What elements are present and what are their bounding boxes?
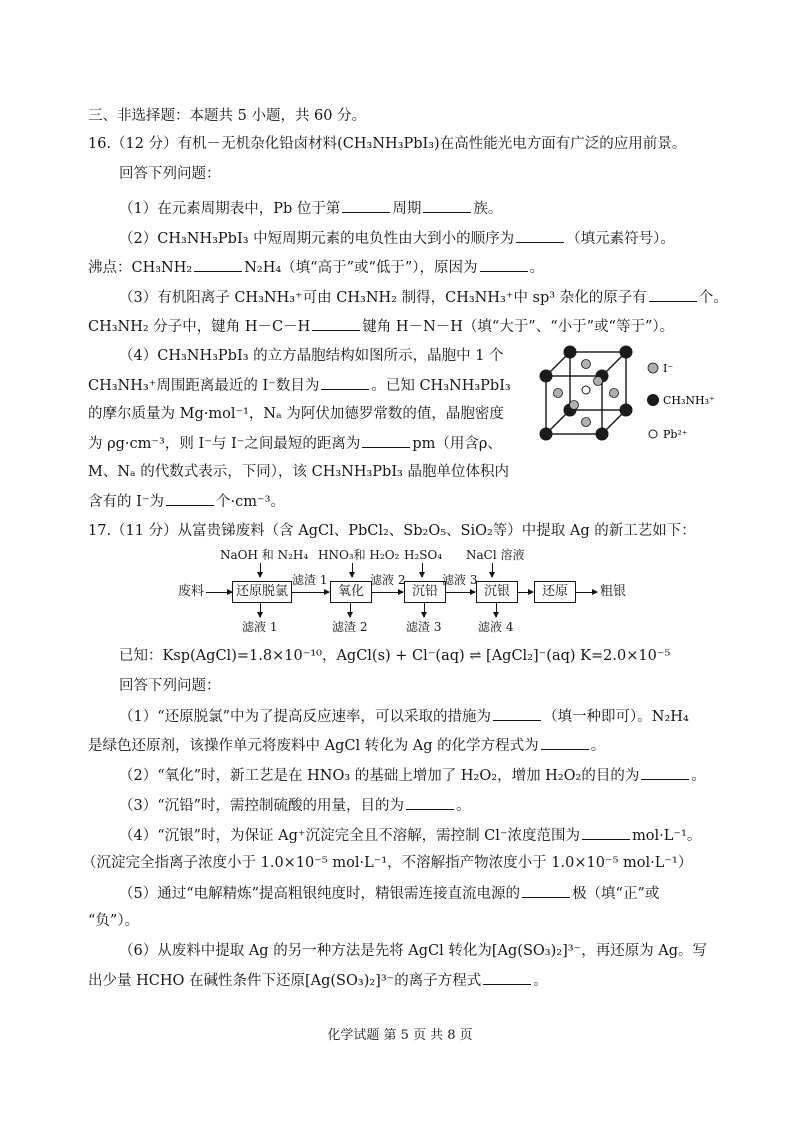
q17-p1a-text: （1）“还原脱氯”中为了提高反应速率，可以采取的措施为 xyxy=(119,709,492,725)
legend-methylammonium-label: CH₃NH₃⁺ xyxy=(663,394,715,407)
q17-part5-line2: “负”）。 xyxy=(88,913,140,929)
q16-p4-line1: （4）CH₃NH₃PbI₃ 的立方晶胞结构如图所示，晶胞中 1 个 xyxy=(119,348,504,364)
iodide-atom xyxy=(554,389,563,398)
q16-part2-line2 xyxy=(88,257,544,278)
flow-arrow xyxy=(445,592,475,593)
transfer-label: 滤渣 1 xyxy=(292,573,328,587)
q17-part1-line2 xyxy=(88,735,605,756)
q17-p2-end: 。 xyxy=(691,768,706,784)
answer-blank[interactable] xyxy=(522,883,570,898)
answer-blank[interactable] xyxy=(483,970,531,985)
q16-p4-line5: M、Nₐ 的代数式表示，下同），该 CH₃NH₃PbI₃ 晶胞单位体积内 xyxy=(88,464,509,480)
answer-blank[interactable] xyxy=(423,198,471,213)
iodide-atom xyxy=(610,389,619,398)
output-arrow xyxy=(496,603,497,617)
q16-part2-line1 xyxy=(119,228,675,249)
reagent-label: NaCl 溶液 xyxy=(466,548,525,562)
q16-p4-line3: 的摩尔质量为 Mg·mol⁻¹，Nₐ 为阿伏加德罗常数的值，晶胞密度 xyxy=(88,406,504,422)
q17-part4-note: （沉淀完全指离子浓度小于 1.0×10⁻⁵ mol·L⁻¹，不溶解指产物浓度小于 1.0×10⁻⁵ mol·L⁻¹） xyxy=(82,855,693,871)
q16-part1 xyxy=(119,198,502,219)
q17-part3 xyxy=(119,795,471,816)
q17-p3-text: （3）“沉铅”时，需控制硫酸的用量，目的为 xyxy=(119,798,405,814)
flow-arrow xyxy=(291,592,329,593)
q17-part1-line1 xyxy=(119,706,689,727)
output-label: 滤渣 3 xyxy=(406,620,442,634)
transfer-label: 滤液 3 xyxy=(442,573,478,587)
reagent-arrow xyxy=(352,563,353,577)
q17-p4a-end: mol·L⁻¹。 xyxy=(632,828,702,844)
q16-p4l6-text: 含有的 I⁻为 xyxy=(88,494,164,510)
q17-p3-end: 。 xyxy=(456,798,471,814)
answer-blank[interactable] xyxy=(641,765,689,780)
q17-p2-text: （2）“氧化”时，新工艺是在 HNO₃ 的基础上增加了 H₂O₂，增加 H₂O₂的目的为 xyxy=(119,768,640,784)
step-box-silver-precipitation: 沉银 xyxy=(476,581,518,603)
answer-blank[interactable] xyxy=(582,825,630,840)
q16-p2a-text: （2）CH₃NH₃PbI₃ 中短周期元素的电负性由大到小的顺序为 xyxy=(119,231,515,247)
q16-answer-prompt: 回答下列问题： xyxy=(119,166,221,182)
output-arrow xyxy=(350,603,351,617)
flow-arrow xyxy=(517,592,533,593)
section-header: 三、非选择题：本题共 5 小题，共 60 分。 xyxy=(88,108,367,124)
q16-part3-line2 xyxy=(88,316,674,337)
flow-product-label: 粗银 xyxy=(600,584,627,599)
output-label: 滤液 1 xyxy=(242,620,278,634)
q17-p1b-end: 。 xyxy=(590,738,606,754)
answer-blank[interactable] xyxy=(342,198,390,213)
answer-blank[interactable] xyxy=(493,706,541,721)
q17-p1b-text: 是绿色还原剂，该操作单元将废料中 AgCl 转化为 Ag 的化学方程式为 xyxy=(88,738,539,754)
answer-blank[interactable] xyxy=(166,491,214,506)
flow-arrow xyxy=(206,592,232,593)
legend-iodide-label: I⁻ xyxy=(663,362,674,375)
answer-blank[interactable] xyxy=(406,795,454,810)
methylammonium-atom xyxy=(620,404,633,417)
reagent-label: H₂SO₄ xyxy=(404,548,443,562)
q16-p4-line4 xyxy=(88,433,502,454)
answer-blank[interactable] xyxy=(516,228,564,243)
q17-part6-line2 xyxy=(88,970,548,991)
q16-p4l4-text: 为 ρg·cm⁻³，则 I⁻与 I⁻之间最短的距离为 xyxy=(88,436,361,452)
q16-p3a-text: （3）有机阳离子 CH₃NH₃⁺可由 CH₃NH₂ 制得，CH₃NH₃⁺中 sp³ 杂化的原子有 xyxy=(119,290,647,306)
methylammonium-atom xyxy=(564,346,577,359)
q17-intro: 17.（11 分）从富贵锑废料（含 AgCl、PbCl₂、Sb₂O₅、SiO₂等）中提取 Ag 的新工艺如下： xyxy=(88,523,696,539)
methylammonium-atom xyxy=(540,428,553,441)
q17-part6-line1: （6）从废料中提取 Ag 的另一种方法是先将 AgCl 转化为[Ag(SO₃)₂]³⁻，再还原为 Ag。写 xyxy=(119,943,708,959)
legend-lead-swatch xyxy=(649,430,657,438)
step-box-lead-precipitation: 沉铅 xyxy=(404,581,446,603)
output-arrow xyxy=(424,603,425,617)
q16-p2a-suffix: （填元素符号）。 xyxy=(566,231,675,247)
q17-part2 xyxy=(119,765,706,786)
reagent-label: HNO₃和 H₂O₂ xyxy=(318,548,400,562)
transfer-label: 滤液 2 xyxy=(370,573,406,587)
q16-p3a-end: 个。 xyxy=(698,290,728,306)
answer-blank[interactable] xyxy=(321,375,369,390)
q16-p3b-end: 键角 H－N－H（填“大于”、“小于”或“等于”）。 xyxy=(362,319,675,335)
flow-start-label: 废料 xyxy=(178,584,205,599)
crystal-cell-figure xyxy=(520,342,720,462)
q16-p4l4-end: pm（用含ρ、 xyxy=(412,436,502,452)
answer-blank[interactable] xyxy=(362,433,410,448)
q17-answer-prompt: 回答下列问题： xyxy=(119,678,221,694)
answer-blank[interactable] xyxy=(480,257,528,272)
q16-part3-line1 xyxy=(119,287,728,308)
legend-lead-label: Pb²⁺ xyxy=(663,428,688,441)
q17-p4a-text: （4）“沉银”时，为保证 Ag⁺沉淀完全且不溶解，需控制 Cl⁻浓度范围为 xyxy=(119,828,581,844)
output-label: 滤渣 2 xyxy=(332,620,368,634)
q17-p6b-end: 。 xyxy=(533,973,548,989)
answer-blank[interactable] xyxy=(541,735,589,750)
answer-blank[interactable] xyxy=(194,257,242,272)
answer-blank[interactable] xyxy=(649,287,697,302)
q16-p4-line2 xyxy=(88,375,511,396)
q17-p5a-end: 极（填“正”或 xyxy=(572,886,660,902)
q16-p4l6-end: 个·cm⁻³。 xyxy=(216,494,285,510)
methylammonium-atom xyxy=(620,346,633,359)
q16-p3b-text: CH₃NH₂ 分子中，键角 H－C－H xyxy=(88,319,311,335)
flow-arrow xyxy=(575,592,597,593)
output-label: 滤液 4 xyxy=(478,620,514,634)
step-box-dechlorination: 还原脱氯 xyxy=(232,581,292,603)
iodide-atom xyxy=(594,377,603,386)
q17-p1a-end: （填一种即可）。N₂H₄ xyxy=(543,709,689,725)
iodide-atom xyxy=(570,401,579,410)
process-flow-diagram xyxy=(172,548,642,638)
q16-p1-text-b: 周期 xyxy=(392,201,422,217)
q16-intro: 16.（12 分）有机－无机杂化铅卤材料(CH₃NH₃PbI₃)在高性能光电方面有广泛的应用前景。 xyxy=(88,136,687,152)
legend-iodide-swatch xyxy=(648,363,658,373)
q17-part4-line1 xyxy=(119,825,701,846)
q17-known: 已知：Ksp(AgCl)=1.8×10⁻¹⁰，AgCl(s) + Cl⁻(aq) ⇌ [AgCl₂]⁻(aq) K=2.0×10⁻⁵ xyxy=(119,648,671,664)
reagent-label: NaOH 和 N₂H₄ xyxy=(220,548,309,562)
iodide-atom xyxy=(582,418,591,427)
answer-blank[interactable] xyxy=(312,316,360,331)
q16-p2b-mid: N₂H₄（填“高于”或“低于”），原因为 xyxy=(244,260,478,276)
methylammonium-atom xyxy=(540,370,553,383)
lead-atom xyxy=(582,386,590,394)
flow-arrow xyxy=(371,592,403,593)
q16-p2b-text: 沸点：CH₃NH₂ xyxy=(88,260,193,276)
reagent-arrow xyxy=(492,563,493,577)
q17-p5a-text: （5）通过“电解精炼”提高粗银纯度时，精银需连接直流电源的 xyxy=(119,886,521,902)
q16-p4l2-end: 。已知 CH₃NH₃PbI₃ xyxy=(371,378,511,394)
q16-p2b-end: 。 xyxy=(529,260,545,276)
q17-p6b-text: 出少量 HCHO 在碱性条件下还原[Ag(SO₃)₂]³⁻的离子方程式 xyxy=(88,973,482,989)
q16-p1-text-a: （1）在元素周期表中，Pb 位于第 xyxy=(119,201,341,217)
q16-p4-line6 xyxy=(88,491,285,512)
page-footer: 化学试题 第 5 页 共 8 页 xyxy=(327,1028,473,1043)
q16-p4l2-text: CH₃NH₃⁺周围距离最近的 I⁻数目为 xyxy=(88,378,320,394)
q16-p1-text-c: 族。 xyxy=(473,201,503,217)
iodide-atom xyxy=(582,360,591,369)
q17-part5-line1 xyxy=(119,883,659,904)
step-box-reduction: 还原 xyxy=(534,581,576,603)
reagent-arrow xyxy=(422,563,423,577)
methylammonium-atom xyxy=(596,428,609,441)
output-arrow xyxy=(260,603,261,617)
legend-methylammonium-swatch xyxy=(647,394,659,406)
reagent-arrow xyxy=(260,563,261,577)
step-box-oxidation: 氧化 xyxy=(330,581,372,603)
